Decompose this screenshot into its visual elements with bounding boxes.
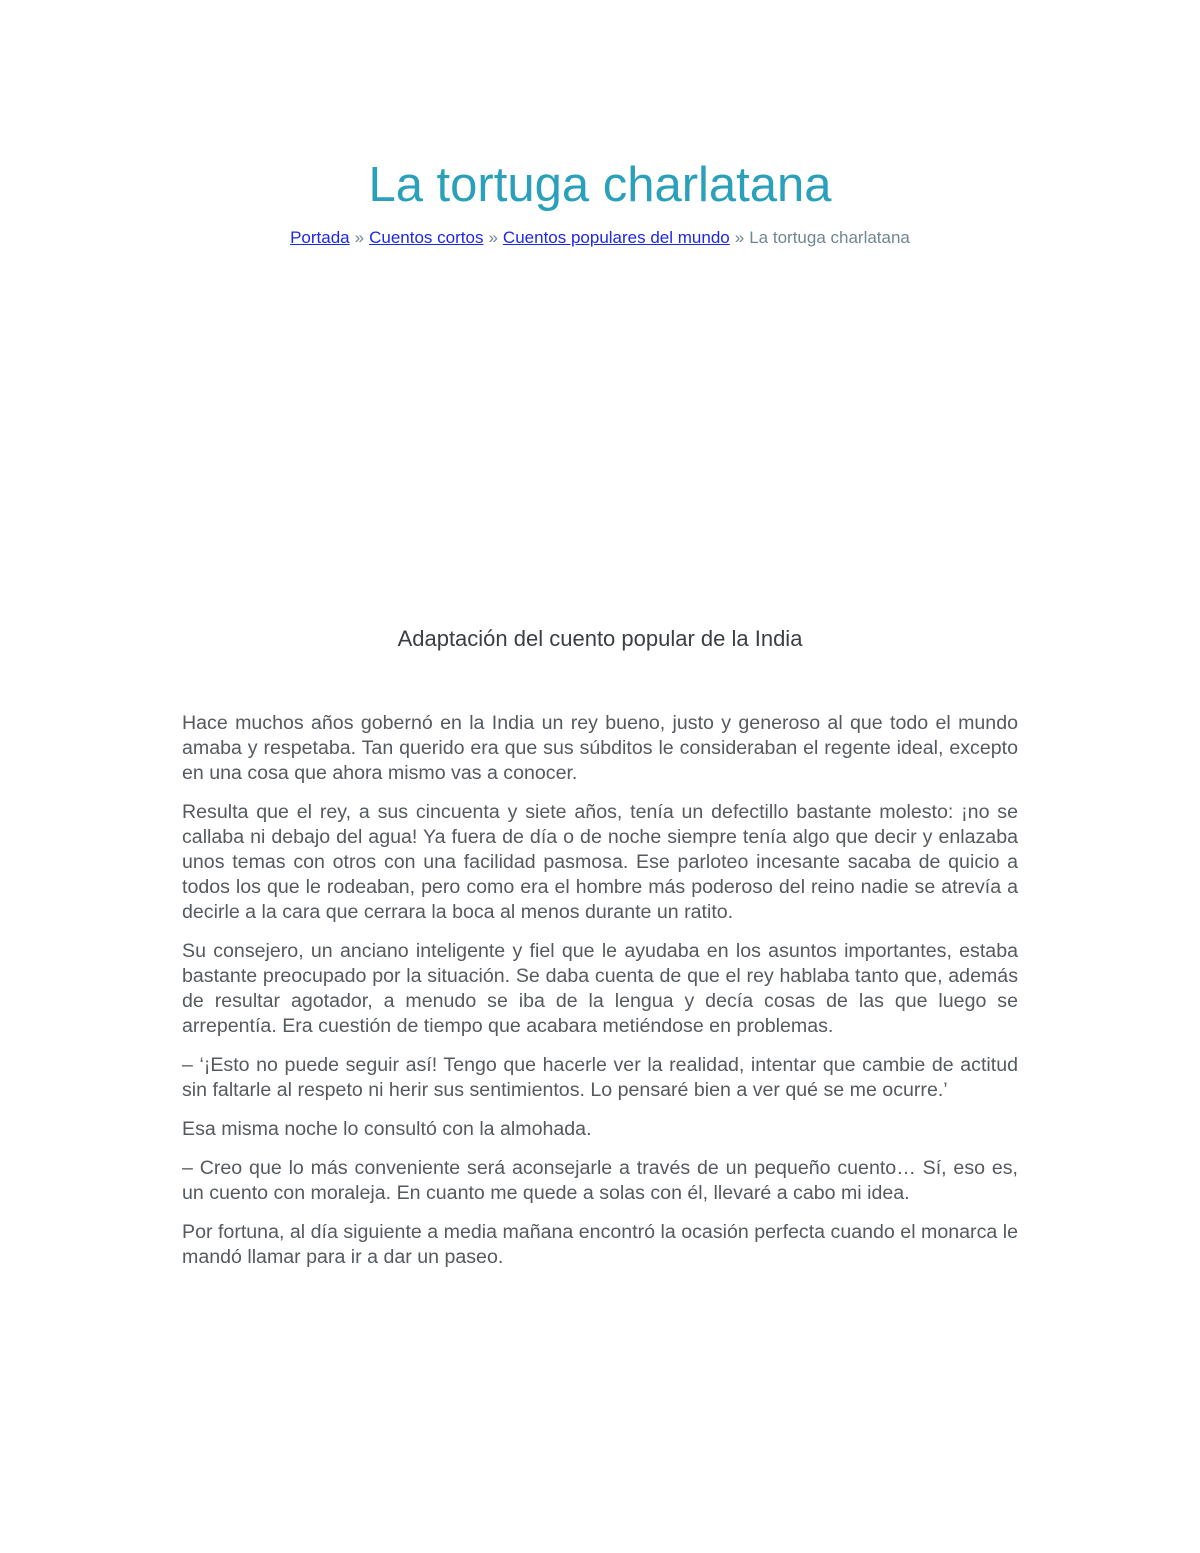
breadcrumb-current: La tortuga charlatana	[749, 228, 910, 247]
story-paragraph: Resulta que el rey, a sus cincuenta y siete años, tenía un defectillo bastante molesto: ¡no se callaba ni debajo del agua! Ya fuera de día o de noche siempre tenía algo que decir y enlazaba unos temas con otros con una facilidad pasmosa. Ese parloteo incesante sacaba de quicio a todos los que le rodeaban, pero como era el hombre más poderoso del reino nadie se atrevía a decirle a la cara que cerrara la boca al menos durante un ratito.	[182, 801, 1018, 923]
breadcrumb-link-cuentos-cortos[interactable]: Cuentos cortos	[369, 228, 484, 247]
breadcrumb-separator: »	[734, 228, 745, 247]
page-title: La tortuga charlatana	[368, 158, 832, 212]
story-paragraph: – Creo que lo más conveniente será aconsejarle a través de un pequeño cuento… Sí, eso es, un cuento con moraleja. En cuanto me quede a solas con él, llevaré a cabo mi idea.	[182, 1157, 1018, 1204]
story-paragraph: Hace muchos años gobernó en la India un rey bueno, justo y generoso al que todo el mundo amaba y respetaba. Tan querido era que sus súbditos le consideraban el regente ideal, excepto en una cosa que ahora mismo vas a conocer.	[182, 712, 1018, 784]
story-paragraph: Su consejero, un anciano inteligente y fiel que le ayudaba en los asuntos importantes, estaba bastante preocupado por la situación. Se daba cuenta de que el rey hablaba tanto que, además de resultar agotador, a menudo se iba de la lengua y decía cosas de las que luego se arrepentía. Era cuestión de tiempo que acabara metiéndose en problemas.	[182, 940, 1018, 1037]
story-subtitle: Adaptación del cuento popular de la India	[397, 626, 803, 651]
story-body	[182, 711, 1018, 1284]
blank-ad-space	[182, 280, 1018, 600]
story-paragraph: – ‘¡Esto no puede seguir así! Tengo que hacerle ver la realidad, intentar que cambie de actitud sin faltarle al respeto ni herir sus sentimientos. Lo pensaré bien a ver qué se me ocurre.’	[182, 1054, 1018, 1101]
story-paragraph: Por fortuna, al día siguiente a media mañana encontró la ocasión perfecta cuando el monarca le mandó llamar para ir a dar un paseo.	[182, 1221, 1018, 1268]
breadcrumb	[0, 226, 1200, 250]
breadcrumb-link-portada[interactable]: Portada	[290, 228, 350, 247]
breadcrumb-separator: »	[354, 228, 365, 247]
breadcrumb-link-cuentos-populares[interactable]: Cuentos populares del mundo	[502, 228, 730, 247]
story-paragraph: Esa misma noche lo consultó con la almohada.	[182, 1118, 592, 1140]
breadcrumb-separator: »	[488, 228, 498, 247]
